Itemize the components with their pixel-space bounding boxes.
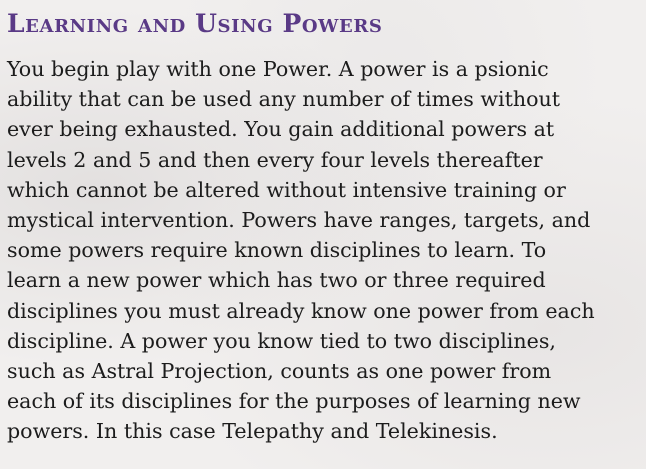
paragraph-line: disciplines you must already know one power from each [7, 298, 595, 323]
paragraph-line: ability that can be used any number of times without [7, 87, 561, 112]
section-heading: Learning and Using Powers [7, 9, 383, 38]
paragraph-line: discipline. A power you know tied to two disciplines, [7, 328, 556, 353]
document-page [7, 4, 643, 447]
paragraph-line: ever being exhausted. You gain additional powers at [7, 117, 555, 142]
section-paragraph [7, 54, 643, 447]
paragraph-line: such as Astral Projection, counts as one power from [7, 359, 552, 384]
paragraph-line: which cannot be altered without intensive training or [7, 177, 566, 202]
paragraph-line: learn a new power which has two or three required [7, 268, 546, 293]
paragraph-line: some powers require known disciplines to learn. To [7, 238, 547, 263]
paragraph-line: powers. In this case Telepathy and Telekinesis. [7, 419, 498, 444]
paragraph-line: each of its disciplines for the purposes of learning new [7, 389, 581, 414]
paragraph-line: You begin play with one Power. A power is a psionic [7, 57, 549, 81]
paragraph-line: mystical intervention. Powers have ranges, targets, and [7, 208, 591, 233]
paragraph-line: levels 2 and 5 and then every four levels thereafter [7, 147, 543, 172]
